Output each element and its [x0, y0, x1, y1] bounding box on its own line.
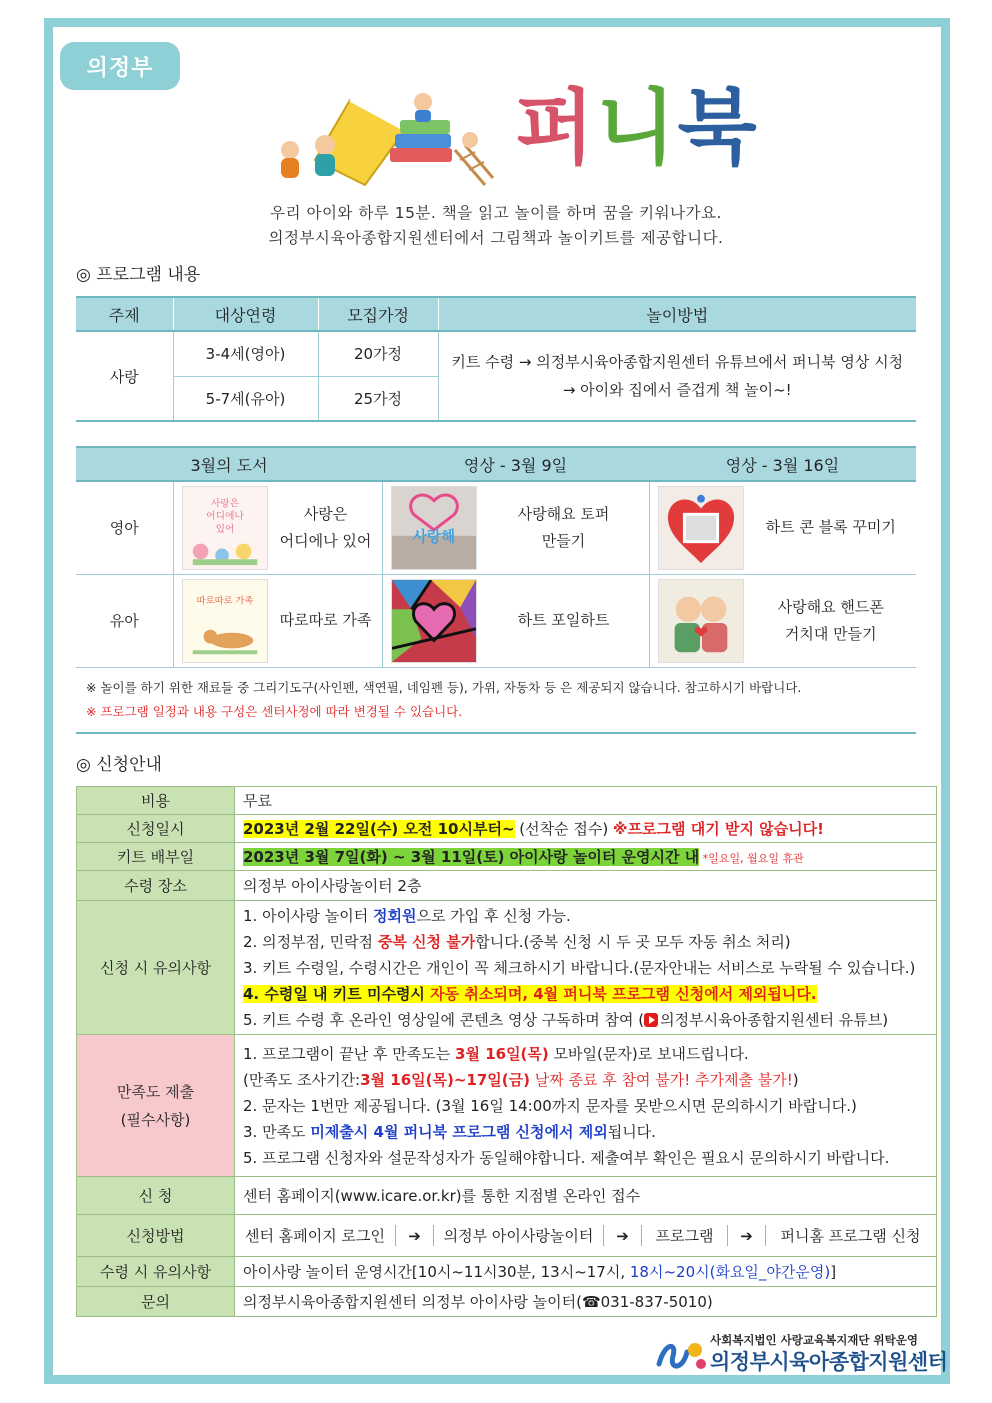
video-title-line: 거치대 만들기: [784, 624, 877, 643]
footer-sub: 사회복지법인 사랑교육복지재단 위탁운영: [710, 1333, 918, 1347]
pickup-label: 수령 시 유의사항: [77, 1257, 235, 1287]
svg-text:어디에나: 어디에나: [205, 510, 244, 522]
book-cell: [173, 574, 382, 667]
families-cell: 20가정: [318, 331, 438, 376]
caution-line-3: 3. 키트 수령일, 수령시간은 개인이 꼭 체크하시기 바랍니다.(문자안내는 서비스로 누락될 수 있습니다.): [243, 958, 916, 977]
note-materials: ※ 놀이를 하기 위한 재료들 중 그리기도구(사인펜, 색연필, 네임펜 등), 가위, 자동차 등 은 제공되지 않습니다. 참고하시기 바랍니다.: [86, 680, 802, 695]
date-normal: (선착순 접수): [514, 820, 613, 838]
header-books: 3월의 도서: [76, 447, 382, 481]
region-badge: 의정부: [60, 42, 180, 90]
intro-line-2: 의정부시육아종합지원센터에서 그림책과 놀이키트를 제공합니다.: [268, 229, 724, 247]
header-age: 대상연령: [173, 297, 318, 331]
place-label: 수령 장소: [77, 871, 235, 901]
book-cell: [173, 481, 382, 574]
method-steps: [235, 1215, 937, 1257]
book-cover-image: [182, 486, 268, 570]
program-section-title: ◎ 프로그램 내용: [76, 265, 201, 285]
book-cover-image: [182, 579, 268, 663]
caution-line-5: 5. 키트 수령 후 온라인 영상일에 콘텐츠 영상 구독하며 참여 ( 의정부시육아종합지원센터 유튜브): [243, 1010, 889, 1029]
place-value: 의정부 아이사랑놀이터 2층: [235, 871, 937, 901]
kit-label: 키트 배부일: [77, 843, 235, 871]
kit-highlight: 2023년 3월 7일(화) ~ 3월 11일(토) 아이사랑 놀이터 운영시간 내: [243, 848, 700, 866]
video1-cell: [382, 574, 649, 667]
caution-line-1: 1. 아이사랑 놀이터 정회원으로 가입 후 신청 가능.: [243, 906, 571, 925]
video-title-line: 사랑해요 핸드폰: [777, 597, 884, 616]
kids-reading-illustration: [255, 90, 495, 190]
step-playground: 의정부 아이사랑놀이터: [433, 1225, 603, 1246]
caution-line-2: 2. 의정부점, 민락점 중복 신청 불가합니다.(중복 신청 시 두 곳 모두 자동 취소 처리): [243, 932, 791, 951]
svg-text:사랑은: 사랑은: [210, 498, 239, 510]
header-method: 놀이방법: [438, 297, 916, 331]
notes-box: [76, 676, 916, 734]
video-title-line: 하트 콘 블록 꾸미기: [765, 518, 896, 537]
pickup-value: 아이사랑 놀이터 운영시간[10시~11시30분, 13시~17시, 18시~20시(화요일_야간운영)]: [235, 1257, 937, 1287]
book-title-line: 어디에나 있어: [279, 531, 372, 550]
survey-line-5: 5. 프로그램 신청자와 설문작성자가 동일해야합니다. 제출여부 확인은 필요시 문의하시기 바랍니다.: [243, 1148, 890, 1167]
group-cell: 유아: [76, 574, 173, 667]
arrow-icon: ➔: [603, 1225, 641, 1246]
program-table: [76, 296, 916, 422]
kit-note: *일요일, 월요일 휴관: [699, 852, 804, 865]
phone-holder-craft-image: [658, 579, 744, 663]
video2-cell: [649, 574, 916, 667]
intro-line-1: 우리 아이와 하루 15분. 책을 읽고 놀이를 하며 꿈을 키워나가요.: [270, 204, 722, 222]
age-cell: 5-7세(유아): [173, 376, 318, 421]
foil-heart-image: [391, 579, 477, 663]
cautions-value: [235, 901, 937, 1035]
video-title-line: 만들기: [541, 531, 586, 550]
method-cell: [438, 331, 916, 421]
youtube-icon: [644, 1013, 658, 1027]
arrow-icon: ➔: [727, 1225, 765, 1246]
survey-value: [235, 1035, 937, 1177]
survey-line-3: 2. 문자는 1번만 제공됩니다. (3월 16일 14:00까지 문자를 못받으시면 문의하시기 바랍니다.): [243, 1096, 857, 1115]
date-highlight: 2023년 2월 22일(수) 오전 10시부터~: [243, 820, 515, 838]
step-program: 프로그램: [641, 1225, 727, 1246]
survey-label: 만족도 제출 (필수사항): [77, 1035, 235, 1177]
video-title-line: 하트 포일하트: [517, 611, 610, 629]
date-label: 신청일시: [77, 815, 235, 843]
heart-block-frame-image: [658, 486, 744, 570]
kit-value: [235, 843, 937, 871]
families-cell: 25가정: [318, 376, 438, 421]
survey-line-2: (만족도 조사기간:3월 16일(목)~17일(금) 날짜 종료 후 참여 불가! 추가제출 불가!): [243, 1070, 799, 1089]
contact-label: 문의: [77, 1287, 235, 1317]
topper-craft-image: [391, 486, 477, 570]
step-apply: 퍼니홈 프로그램 신청: [765, 1225, 935, 1246]
video2-cell: [649, 481, 916, 574]
survey-line-4: 3. 만족도 미제출시 4월 퍼니북 프로그램 신청에서 제외됩니다.: [243, 1122, 656, 1141]
video-title-line: 사랑해요 토퍼: [517, 504, 610, 523]
cost-value: 무료: [235, 787, 937, 815]
books-table: [76, 446, 916, 668]
title-part-1: 퍼: [515, 81, 597, 176]
method-label: 신청방법: [77, 1215, 235, 1257]
header-video1: 영상 - 3월 9일: [382, 447, 649, 481]
arrow-icon: ➔: [395, 1225, 433, 1246]
header-theme: 주제: [76, 297, 173, 331]
register-label: 신 청: [77, 1177, 235, 1215]
note-schedule-change: ※ 프로그램 일정과 내용 구성은 센터사정에 따라 변경될 수 있습니다.: [86, 704, 463, 719]
svg-text:따로따로 가족: 따로따로 가족: [196, 594, 253, 606]
theme-cell: 사랑: [76, 331, 173, 421]
survey-line-1: 1. 프로그램이 끝난 후 만족도는 3월 16일(목) 모바일(문자)로 보내드립니다.: [243, 1044, 749, 1063]
book-title-line: 따로따로 가족: [279, 611, 372, 629]
register-value: 센터 홈페이지(www.icare.or.kr)를 통한 지점별 온라인 접수: [235, 1177, 937, 1215]
cost-label: 비용: [77, 787, 235, 815]
video1-cell: [382, 481, 649, 574]
svg-text:있어: 있어: [215, 523, 234, 535]
method-line-2: → 아이와 집에서 즐겁게 책 놀이~!: [562, 381, 792, 399]
header-families: 모집가정: [318, 297, 438, 331]
cautions-label: 신청 시 유의사항: [77, 901, 235, 1035]
apply-table: [76, 786, 937, 1317]
group-cell: 영아: [76, 481, 173, 574]
header-video2: 영상 - 3월 16일: [649, 447, 916, 481]
title-part-2: 니: [596, 81, 678, 176]
center-logo: [655, 1332, 948, 1374]
svg-text:사랑해: 사랑해: [412, 528, 455, 546]
apply-section-title: ◎ 신청안내: [76, 755, 162, 775]
footer-main: 의정부시육아종합지원센터: [710, 1350, 948, 1374]
step-login: 센터 홈페이지 로그인: [245, 1227, 385, 1245]
caution-line-4: 4. 수령일 내 키트 미수령시 자동 취소되며, 4월 퍼니북 프로그램 신청에서 제외됩니다.: [243, 984, 817, 1003]
date-value: [235, 815, 937, 843]
title-part-3: 북: [677, 81, 759, 176]
contact-value: 의정부시육아종합지원센터 의정부 아이사랑 놀이터(☎031-837-5010): [235, 1287, 937, 1317]
method-line-1: 키트 수령 → 의정부시육아종합지원센터 유튜브에서 퍼니북 영상 시청: [451, 353, 904, 371]
page-title: [515, 81, 759, 176]
center-logo-icon: [655, 1338, 707, 1372]
age-cell: 3-4세(영아): [173, 331, 318, 376]
book-title-line: 사랑은: [303, 504, 348, 523]
date-warning: ※프로그램 대기 받지 않습니다!: [612, 820, 824, 838]
